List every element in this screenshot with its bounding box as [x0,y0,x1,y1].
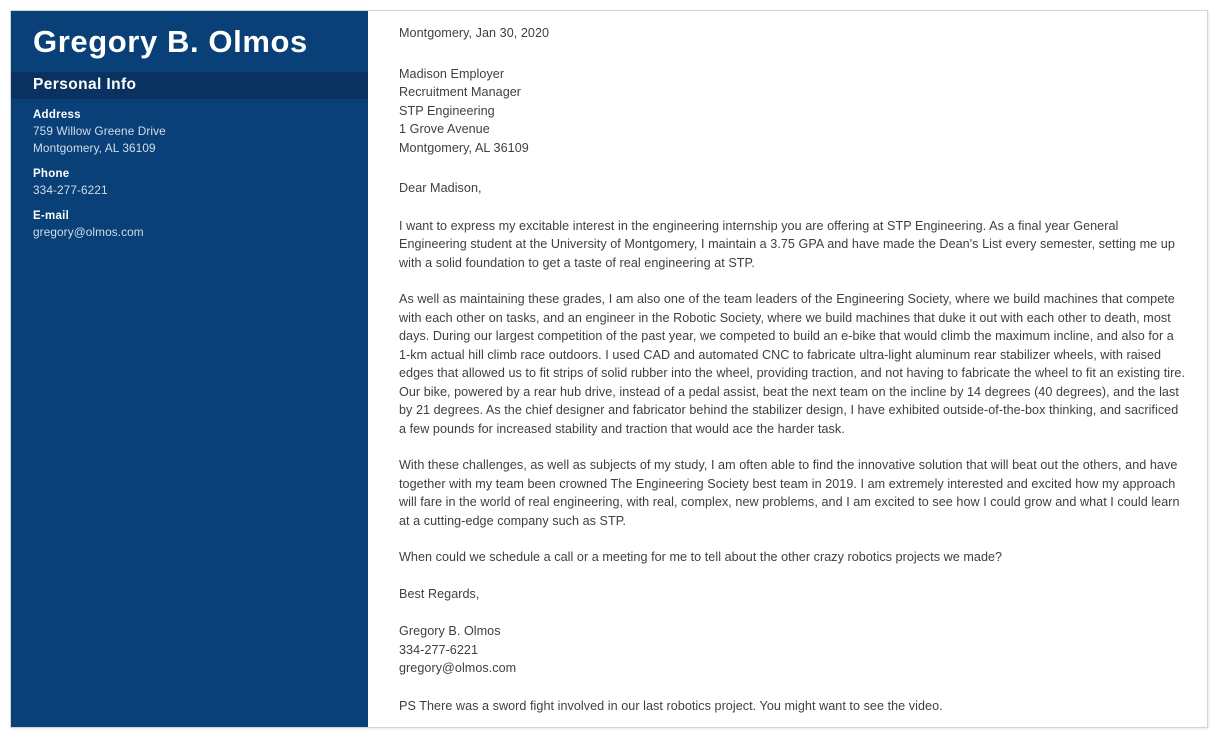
info-value-email[interactable]: gregory@olmos.com [33,225,144,240]
recipient-address-block [399,65,1199,158]
letter-closing: Best Regards, [399,586,480,601]
candidate-name: Gregory B. Olmos [33,24,308,59]
letter-postscript: PS There was a sword fight involved in our last robotics project. You might want to see the video. [399,698,943,713]
info-value-address-line-1: 759 Willow Greene Drive [33,124,166,139]
signature-block [399,622,1199,678]
recipient-city-state-zip: Montgomery, AL 36109 [399,140,529,155]
info-label-phone: Phone [33,167,70,180]
recipient-street: 1 Grove Avenue [399,122,490,136]
info-label-email: E-mail [33,209,70,222]
letter-paragraph-1: I want to express my excitable interest in the engineering internship you are offering at STP Engineering. As a final year General Engineering student at the University of Montgomery, I maintain a 3.75 GPA and have made the Dean's List every semester, setting me up with a solid foundation to get a taste of real engineering at STP. [399,218,1175,270]
signature-email[interactable]: gregory@olmos.com [399,661,517,675]
info-group-phone [33,166,346,199]
name-block [11,11,368,60]
info-group-email [33,208,346,241]
personal-info-list [11,99,368,241]
document-page [10,10,1208,728]
signature-name: Gregory B. Olmos [399,624,501,638]
signature-phone[interactable]: 334-277-6221 [399,642,479,657]
personal-info-section-header [11,72,368,99]
info-group-address [33,107,346,157]
info-label-address: Address [33,108,81,121]
section-title-label: Personal Info [33,76,137,94]
letter-paragraph-2: As well as maintaining these grades, I am also one of the team leaders of the Engineering Society, where we build machines that compete with each other on tasks, and an engineer in the Robotic Society, where we build machines that duke it out with each other to death, most days. During our largest competition of the past year, we competed to build an e-bike that would climb the maximum incline, and also for a 1-km actual hill climb race outdoors. I used CAD and automated CNC to fabricate ultra-light aluminum rear stabilizer wheels, with raised edges that allowed us to fit strips of solid rubber into the wheel, providing traction, and not having to fabricate the wheel to fit an existing tire. Our bike, powered by a rear hub drive, instead of a pedal assist, beat the next team on the incline by 14 degrees (40 degrees), and the last by 21 degrees. As the chief designer and fabricator behind the stabilizer design, I have exhibited outside-of-the-box thinking, and sacrificed a few pounds for increased stability and traction that would ace the harder task. [399,292,1185,436]
info-value-phone[interactable]: 334-277-6221 [33,183,108,198]
letter-salutation: Dear Madison, [399,181,482,195]
sidebar [11,11,368,728]
recipient-title: Recruitment Manager [399,85,522,99]
info-value-address-line-2: Montgomery, AL 36109 [33,141,156,156]
recipient-company: STP Engineering [399,103,495,118]
letter-paragraph-3: With these challenges, as well as subjects of my study, I am often able to find the innovative solution that will beat out the others, and have together with my team been crowned The Engineering Society best team in 2019. I am extremely interested and excited how my approach will fare in the world of real engineering, with real, complex, new problems, and I am excited to see how I could grow and what I could learn at a cutting-edge company such as STP. [399,458,1180,528]
letter-date-line: Montgomery, Jan 30, 2020 [399,26,550,40]
recipient-name: Madison Employer [399,66,505,81]
letter-body [399,11,1199,728]
letter-paragraph-4: When could we schedule a call or a meeting for me to tell about the other crazy robotics projects we made? [399,550,1003,564]
